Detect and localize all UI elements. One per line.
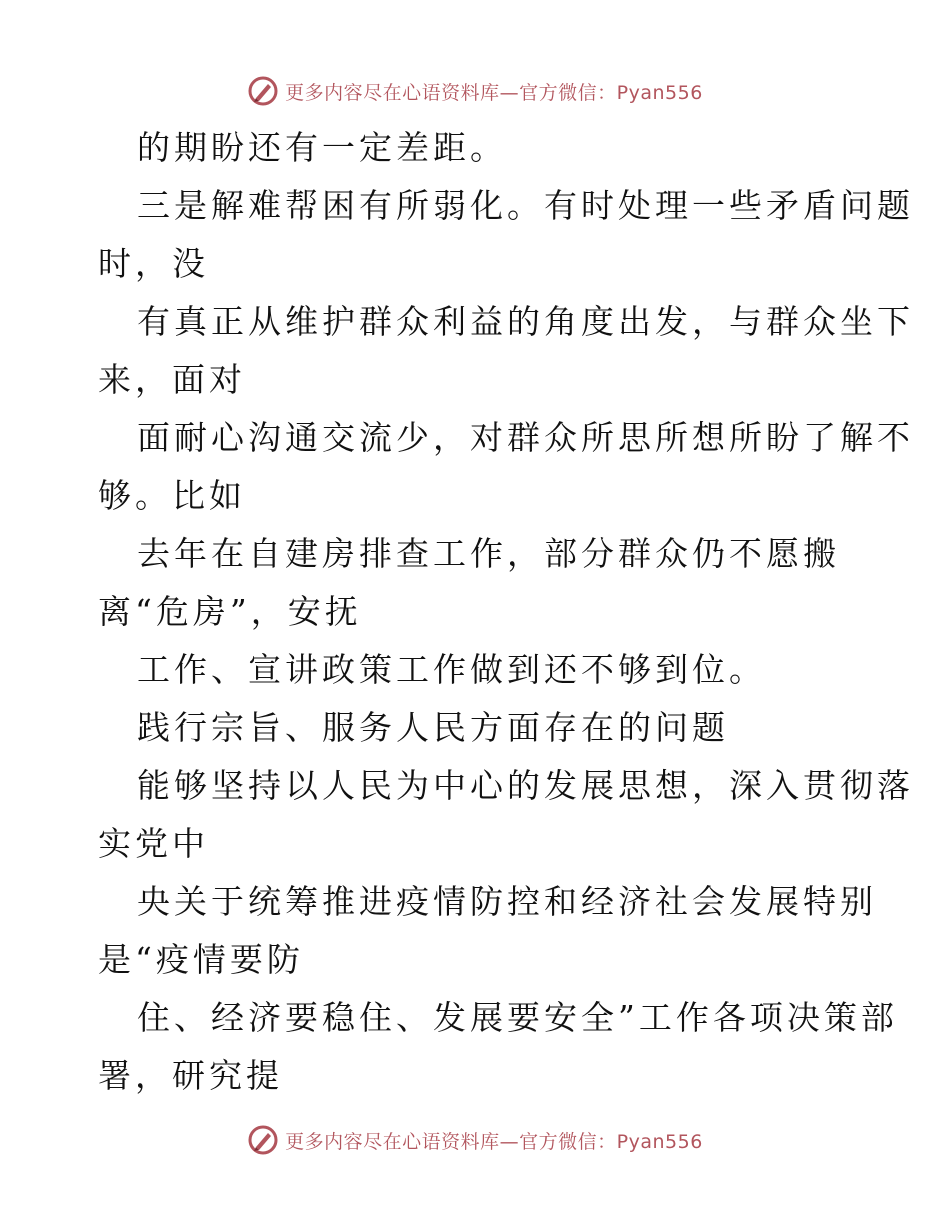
body-line: 央关于统筹推进疫情防控和经济社会发展特别 bbox=[137, 882, 877, 921]
body-line: 去年在自建房排查工作，部分群众仍不愿搬 bbox=[137, 534, 840, 573]
body-line: 的期盼还有一定差距。 bbox=[137, 128, 507, 167]
body-line: 三是解难帮困有所弱化。有时处理一些矛盾问题 bbox=[137, 186, 914, 225]
body-line: 是“疫情要防 bbox=[98, 940, 304, 979]
body-line: 来，面对 bbox=[98, 360, 246, 399]
body-line: 实党中 bbox=[98, 824, 209, 863]
body-line: 离“危房”，安抚 bbox=[98, 592, 362, 631]
body-line: 够。比如 bbox=[98, 476, 246, 515]
body-line: 时，没 bbox=[98, 244, 209, 283]
body-line: 住、经济要稳住、发展要安全”工作各项决策部 bbox=[137, 998, 898, 1037]
footer-banner bbox=[0, 1120, 950, 1160]
body-line: 能够坚持以人民为中心的发展思想，深入贯彻落 bbox=[137, 766, 914, 805]
footer-banner-text: 更多内容尽在心语资料库—官方微信：Pyan556 bbox=[285, 1130, 703, 1153]
body-line: 面耐心沟通交流少，对群众所思所想所盼了解不 bbox=[137, 418, 914, 457]
header-banner-text: 更多内容尽在心语资料库—官方微信：Pyan556 bbox=[285, 81, 703, 104]
pen-seal-logo-icon bbox=[247, 1124, 279, 1156]
pen-seal-logo-icon bbox=[247, 75, 279, 107]
body-line: 工作、宣讲政策工作做到还不够到位。 bbox=[137, 650, 766, 689]
body-line: 有真正从维护群众利益的角度出发，与群众坐下 bbox=[137, 302, 914, 341]
body-line: 署，研究提 bbox=[98, 1056, 283, 1095]
header-banner bbox=[0, 71, 950, 111]
body-line: 践行宗旨、服务人民方面存在的问题 bbox=[137, 708, 729, 747]
